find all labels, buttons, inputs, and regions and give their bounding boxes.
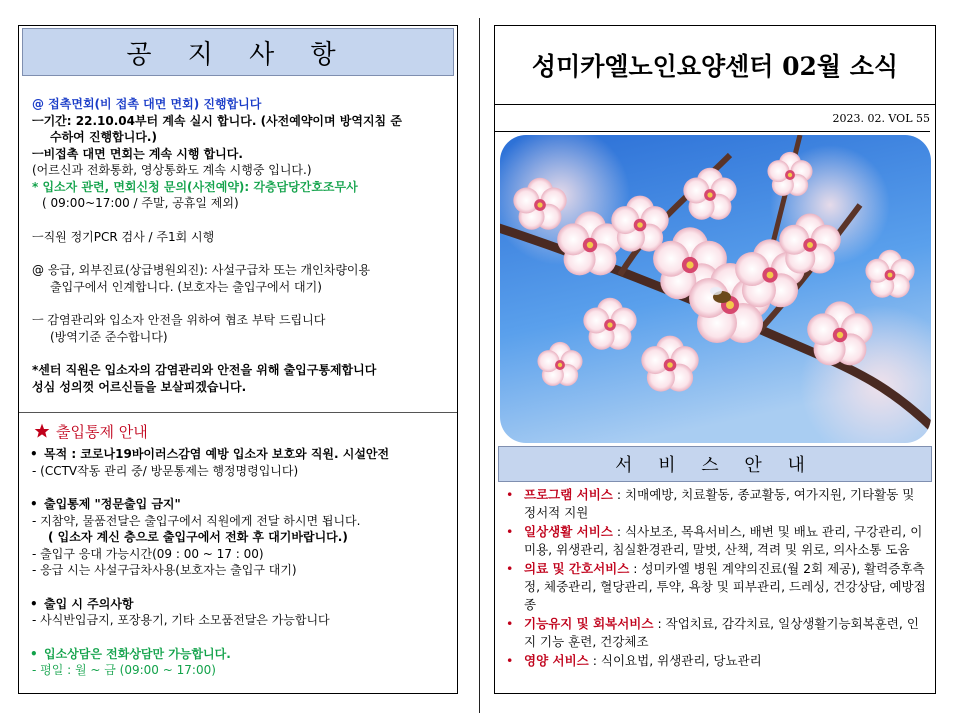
access-title-label: 출입통제 안내 xyxy=(56,422,148,441)
newsletter-title: 성미카엘노인요양센터 02월 소식 xyxy=(494,25,936,105)
staff-line-2: 성심 성의껏 어르신들을 보살피겠습니다. xyxy=(32,379,247,394)
section-divider xyxy=(19,412,457,413)
service-name: 일상생활 서비스 xyxy=(524,524,613,539)
star-icon xyxy=(34,423,50,439)
service-item xyxy=(504,523,928,559)
noncontact-line-2: (어르신과 전화통화, 영상통화도 계속 시행중 입니다.) xyxy=(32,163,312,177)
access-control-sub-4: - 응급 시는 사설구급차사용(보호자는 출입구 대기) xyxy=(32,563,297,577)
service-item xyxy=(504,486,928,522)
blossom-photo xyxy=(500,135,931,443)
access-title xyxy=(34,420,148,442)
access-caution-sub: - 사식반입금지, 포장용기, 기타 소모품전달은 가능합니다 xyxy=(32,613,330,627)
visit-period-line-1: ㅡ기간: 22.10.04부터 계속 실시 합니다. (사전예약이며 방역지침 준 xyxy=(32,113,402,128)
service-item xyxy=(504,615,928,651)
inquiry-line: * 입소자 관련, 면회신청 문의(사전예약): 각층담당간호조무사 xyxy=(32,179,358,194)
visit-heading: @ 접촉면회(비 접촉 대면 면회) 진행합니다 xyxy=(32,97,262,111)
service-name: 기능유지 및 회복서비스 xyxy=(524,616,654,631)
access-consult-sub: - 평일 : 월 ~ 금 (09:00 ~ 17:00) xyxy=(32,663,216,677)
hours-line: ( 09:00~17:00 / 주말, 공휴일 제외) xyxy=(42,196,239,210)
access-caution: • 출입 시 주의사항 xyxy=(30,596,450,613)
service-desc: : 작업치료, 감각치료, 일상생활기능회복훈련, 인지 기능 훈련, 건강체조 xyxy=(524,616,919,649)
service-title: 서 비 스 안 내 xyxy=(498,446,932,482)
service-item xyxy=(504,652,928,670)
issue-number: 2023. 02. VOL 55 xyxy=(494,106,930,132)
access-body xyxy=(30,446,450,679)
emergency-line-1: @ 응급, 외부진료(상급병원외진): 사설구급차 또는 개인차량이용 xyxy=(32,263,371,277)
infection-line-1: ㅡ 감염관리와 입소자 안전을 위하여 협조 부탁 드립니다 xyxy=(32,313,326,327)
service-name: 프로그램 서비스 xyxy=(524,487,613,502)
service-item xyxy=(504,560,928,614)
access-purpose: • 목적 : 코로나19바이러스감염 예방 입소자 보호와 직원. 시설안전 xyxy=(30,446,450,463)
staff-line-1: *센터 직원은 입소자의 감염관리와 안전을 위해 출입구통제합니다 xyxy=(32,363,377,377)
notice-body xyxy=(32,96,444,395)
access-control-sub-1: - 지참약, 물품전달은 출입구에서 직원에게 전달 하시면 됩니다. xyxy=(32,513,361,528)
access-control-sub-2: ( 입소자 계신 층으로 출입구에서 전화 후 대기바랍니다.) xyxy=(48,530,348,544)
emergency-line-2: 출입구에서 인계합니다. (보호자는 출입구에서 대기) xyxy=(50,279,322,294)
infection-line-2: (방역기준 준수합니다) xyxy=(50,329,168,344)
pcr-line: ㅡ직원 정기PCR 검사 / 주1회 시행 xyxy=(32,229,215,244)
visit-period-line-2: 수하여 진행합니다.) xyxy=(50,130,157,144)
access-control: • 출입통제 "정문출입 금지" xyxy=(30,496,450,513)
service-name: 영양 서비스 xyxy=(524,653,589,668)
page-divider xyxy=(479,18,480,713)
noncontact-line-1: ㅡ비접촉 대면 면회는 계속 시행 합니다. xyxy=(32,146,243,161)
access-control-sub-3: - 출입구 응대 가능시간(09 : 00 ~ 17 : 00) xyxy=(32,546,264,561)
service-desc: : 식이요법, 위생관리, 당뇨관리 xyxy=(588,653,762,668)
service-list xyxy=(504,486,928,671)
service-name: 의료 및 간호서비스 xyxy=(524,561,630,576)
service-desc: : 성미카엘 병원 계약의진료(월 2회 제공), 활력증후측정, 체중관리, 혈당관리, 투약, 욕창 및 피부관리, 드레싱, 건강상담, 예방접종 xyxy=(524,561,926,612)
access-purpose-sub: - (CCTV작동 관리 중/ 방문통제는 행정명령입니다) xyxy=(32,463,299,478)
access-consult: • 입소상담은 전화상담만 가능합니다. xyxy=(30,646,450,663)
notice-title: 공 지 사 항 xyxy=(22,28,454,76)
service-desc: : 식사보조, 목욕서비스, 배변 및 배뇨 관리, 구강관리, 이미용, 위생관리, 침실환경관리, 말벗, 산책, 격려 및 위로, 의사소통 도움 xyxy=(524,524,923,557)
service-desc: : 치매예방, 치료활동, 종교활동, 여가지원, 기타활동 및 정서적 지원 xyxy=(524,487,915,520)
